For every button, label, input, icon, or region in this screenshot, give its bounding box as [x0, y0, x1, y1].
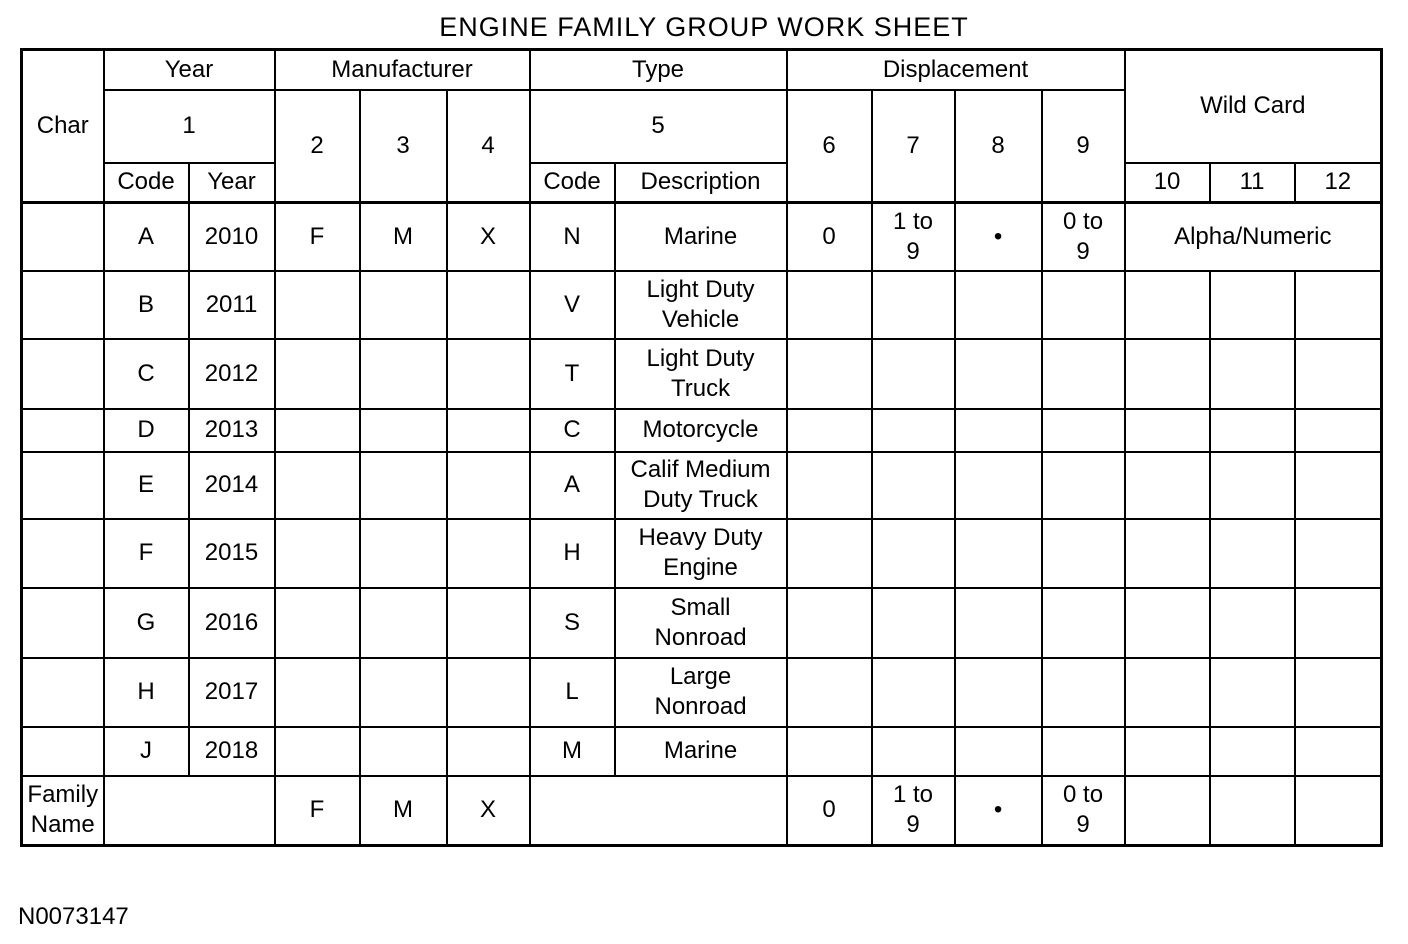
cell-mfr-2: [275, 409, 360, 452]
cell-mfr-2: F: [275, 203, 360, 271]
table-row-g: [22, 588, 1382, 658]
cell-type-code: N: [530, 203, 615, 271]
cell-type-description: Light Duty Vehicle: [615, 271, 787, 339]
cell-disp-8: [955, 519, 1042, 588]
header-row-labels: [22, 163, 1382, 203]
header-char: Char: [22, 50, 104, 203]
cell-wild-10: [1125, 409, 1210, 452]
cell-mfr-4: X: [447, 203, 530, 271]
header-type-description: Description: [615, 163, 787, 203]
cell-type-description: Marine: [615, 203, 787, 271]
cell-wild-10: [1125, 588, 1210, 658]
cell-mfr-3: [360, 727, 447, 776]
cell-wild-12: [1295, 776, 1382, 846]
cell-mfr-4: [447, 409, 530, 452]
cell-mfr-3: [360, 519, 447, 588]
cell-wild-12: [1295, 271, 1382, 339]
cell-type-code: T: [530, 339, 615, 409]
cell-type-merged: [530, 776, 787, 846]
cell-char: [22, 452, 104, 519]
cell-type-description: Large Nonroad: [615, 658, 787, 727]
cell-char: [22, 519, 104, 588]
table-row-b: [22, 271, 1382, 339]
table-row-f: [22, 519, 1382, 588]
cell-wild-11: [1210, 727, 1295, 776]
cell-disp-7: [872, 658, 955, 727]
cell-disp-9: [1042, 588, 1125, 658]
cell-type-description: Marine: [615, 727, 787, 776]
cell-disp-6: [787, 339, 872, 409]
cell-disp-7: [872, 271, 955, 339]
cell-disp-7: [872, 452, 955, 519]
table-row-c: [22, 339, 1382, 409]
header-position-6: 6: [787, 90, 872, 203]
cell-disp-6: [787, 452, 872, 519]
cell-mfr-4: [447, 658, 530, 727]
cell-year: 2017: [189, 658, 275, 727]
header-position-4: 4: [447, 90, 530, 203]
header-position-9: 9: [1042, 90, 1125, 203]
cell-wild-card-alpha-numeric: Alpha/Numeric: [1125, 203, 1382, 271]
cell-type-code: H: [530, 519, 615, 588]
cell-wild-11: [1210, 452, 1295, 519]
cell-disp-9: 0 to 9: [1042, 776, 1125, 846]
cell-wild-11: [1210, 409, 1295, 452]
header-type-code: Code: [530, 163, 615, 203]
table-row-h: [22, 658, 1382, 727]
cell-type-description: Calif Medium Duty Truck: [615, 452, 787, 519]
cell-mfr-2: [275, 727, 360, 776]
cell-mfr-3: [360, 409, 447, 452]
header-position-1: 1: [104, 90, 275, 163]
cell-wild-12: [1295, 727, 1382, 776]
cell-disp-9: [1042, 452, 1125, 519]
cell-family-name-label: Family Name: [22, 776, 104, 846]
cell-char: [22, 409, 104, 452]
cell-disp-6: [787, 271, 872, 339]
cell-disp-7: [872, 588, 955, 658]
cell-type-code: C: [530, 409, 615, 452]
header-row-groups: [22, 50, 1382, 90]
cell-year-code: A: [104, 203, 189, 271]
cell-year-code: E: [104, 452, 189, 519]
cell-disp-9: [1042, 409, 1125, 452]
cell-disp-8: [955, 271, 1042, 339]
cell-wild-12: [1295, 452, 1382, 519]
cell-mfr-4: [447, 339, 530, 409]
cell-mfr-3: M: [360, 203, 447, 271]
cell-year-code: C: [104, 339, 189, 409]
header-position-12: 12: [1295, 163, 1382, 203]
cell-mfr-2: [275, 452, 360, 519]
cell-disp-6: [787, 588, 872, 658]
cell-mfr-2: [275, 519, 360, 588]
cell-year: 2015: [189, 519, 275, 588]
cell-wild-10: [1125, 776, 1210, 846]
cell-year-code: G: [104, 588, 189, 658]
cell-wild-12: [1295, 519, 1382, 588]
cell-disp-6: 0: [787, 776, 872, 846]
cell-type-description: Motorcycle: [615, 409, 787, 452]
cell-mfr-3: [360, 271, 447, 339]
header-position-2: 2: [275, 90, 360, 203]
cell-wild-10: [1125, 271, 1210, 339]
cell-wild-12: [1295, 588, 1382, 658]
cell-mfr-2: [275, 658, 360, 727]
cell-wild-10: [1125, 452, 1210, 519]
cell-wild-11: [1210, 519, 1295, 588]
cell-mfr-3: [360, 339, 447, 409]
header-displacement-group: Displacement: [787, 50, 1125, 90]
cell-wild-11: [1210, 588, 1295, 658]
cell-disp-7: 1 to 9: [872, 776, 955, 846]
cell-type-code: M: [530, 727, 615, 776]
cell-disp-8: [955, 588, 1042, 658]
cell-mfr-3: [360, 658, 447, 727]
table-row-a: [22, 203, 1382, 271]
cell-mfr-3: M: [360, 776, 447, 846]
cell-mfr-3: [360, 588, 447, 658]
cell-wild-12: [1295, 409, 1382, 452]
header-position-8: 8: [955, 90, 1042, 203]
header-year-code: Code: [104, 163, 189, 203]
cell-disp-8-bullet: •: [955, 203, 1042, 271]
cell-year-code: H: [104, 658, 189, 727]
cell-disp-8: [955, 727, 1042, 776]
cell-disp-9: [1042, 519, 1125, 588]
cell-type-description: Small Nonroad: [615, 588, 787, 658]
cell-disp-6: 0: [787, 203, 872, 271]
cell-mfr-4: X: [447, 776, 530, 846]
cell-disp-7: 1 to 9: [872, 203, 955, 271]
cell-year: 2016: [189, 588, 275, 658]
cell-disp-7: [872, 339, 955, 409]
header-position-3: 3: [360, 90, 447, 203]
cell-mfr-4: [447, 452, 530, 519]
cell-mfr-3: [360, 452, 447, 519]
table-row-e: [22, 452, 1382, 519]
cell-disp-8: [955, 409, 1042, 452]
cell-disp-8: [955, 452, 1042, 519]
cell-type-code: V: [530, 271, 615, 339]
worksheet-table: [20, 48, 1383, 847]
cell-year: 2012: [189, 339, 275, 409]
cell-type-description: Heavy Duty Engine: [615, 519, 787, 588]
cell-year-code: J: [104, 727, 189, 776]
cell-year-code: D: [104, 409, 189, 452]
cell-char: [22, 658, 104, 727]
cell-type-code: A: [530, 452, 615, 519]
table-row-j: [22, 727, 1382, 776]
table-row-d: [22, 409, 1382, 452]
cell-year: 2011: [189, 271, 275, 339]
cell-wild-12: [1295, 339, 1382, 409]
cell-disp-8-bullet: •: [955, 776, 1042, 846]
cell-wild-11: [1210, 776, 1295, 846]
cell-mfr-2: [275, 271, 360, 339]
cell-mfr-4: [447, 727, 530, 776]
page-title: ENGINE FAMILY GROUP WORK SHEET: [439, 12, 969, 42]
cell-disp-9: [1042, 339, 1125, 409]
cell-mfr-4: [447, 588, 530, 658]
cell-char: [22, 339, 104, 409]
cell-mfr-2: [275, 588, 360, 658]
cell-disp-8: [955, 658, 1042, 727]
cell-char: [22, 588, 104, 658]
header-year-group: Year: [104, 50, 275, 90]
header-position-11: 11: [1210, 163, 1295, 203]
cell-year: 2010: [189, 203, 275, 271]
cell-mfr-4: [447, 519, 530, 588]
cell-disp-9: [1042, 727, 1125, 776]
cell-year-code: B: [104, 271, 189, 339]
cell-disp-6: [787, 519, 872, 588]
cell-type-code: S: [530, 588, 615, 658]
cell-disp-9: [1042, 658, 1125, 727]
figure-number: N0073147: [18, 903, 129, 930]
cell-char: [22, 203, 104, 271]
cell-disp-6: [787, 409, 872, 452]
cell-disp-9: [1042, 271, 1125, 339]
header-type-group: Type: [530, 50, 787, 90]
cell-mfr-2: [275, 339, 360, 409]
cell-disp-7: [872, 519, 955, 588]
header-year-label: Year: [189, 163, 275, 203]
cell-year-code: F: [104, 519, 189, 588]
cell-wild-10: [1125, 339, 1210, 409]
cell-type-description: Light Duty Truck: [615, 339, 787, 409]
header-position-10: 10: [1125, 163, 1210, 203]
cell-mfr-2: F: [275, 776, 360, 846]
cell-disp-7: [872, 409, 955, 452]
cell-wild-11: [1210, 339, 1295, 409]
cell-wild-10: [1125, 519, 1210, 588]
cell-wild-10: [1125, 727, 1210, 776]
cell-wild-11: [1210, 658, 1295, 727]
table-row-family-name: [22, 776, 1382, 846]
cell-disp-9: 0 to 9: [1042, 203, 1125, 271]
cell-type-code: L: [530, 658, 615, 727]
header-manufacturer-group: Manufacturer: [275, 50, 530, 90]
header-position-7: 7: [872, 90, 955, 203]
cell-char: [22, 271, 104, 339]
header-wild-card-group: Wild Card: [1125, 50, 1382, 163]
cell-disp-6: [787, 727, 872, 776]
cell-mfr-4: [447, 271, 530, 339]
cell-disp-7: [872, 727, 955, 776]
cell-year-merged: [104, 776, 275, 846]
cell-year: 2013: [189, 409, 275, 452]
cell-year: 2014: [189, 452, 275, 519]
cell-disp-6: [787, 658, 872, 727]
cell-disp-8: [955, 339, 1042, 409]
cell-wild-11: [1210, 271, 1295, 339]
cell-char: [22, 727, 104, 776]
cell-wild-10: [1125, 658, 1210, 727]
header-position-5: 5: [530, 90, 787, 163]
cell-wild-12: [1295, 658, 1382, 727]
cell-year: 2018: [189, 727, 275, 776]
